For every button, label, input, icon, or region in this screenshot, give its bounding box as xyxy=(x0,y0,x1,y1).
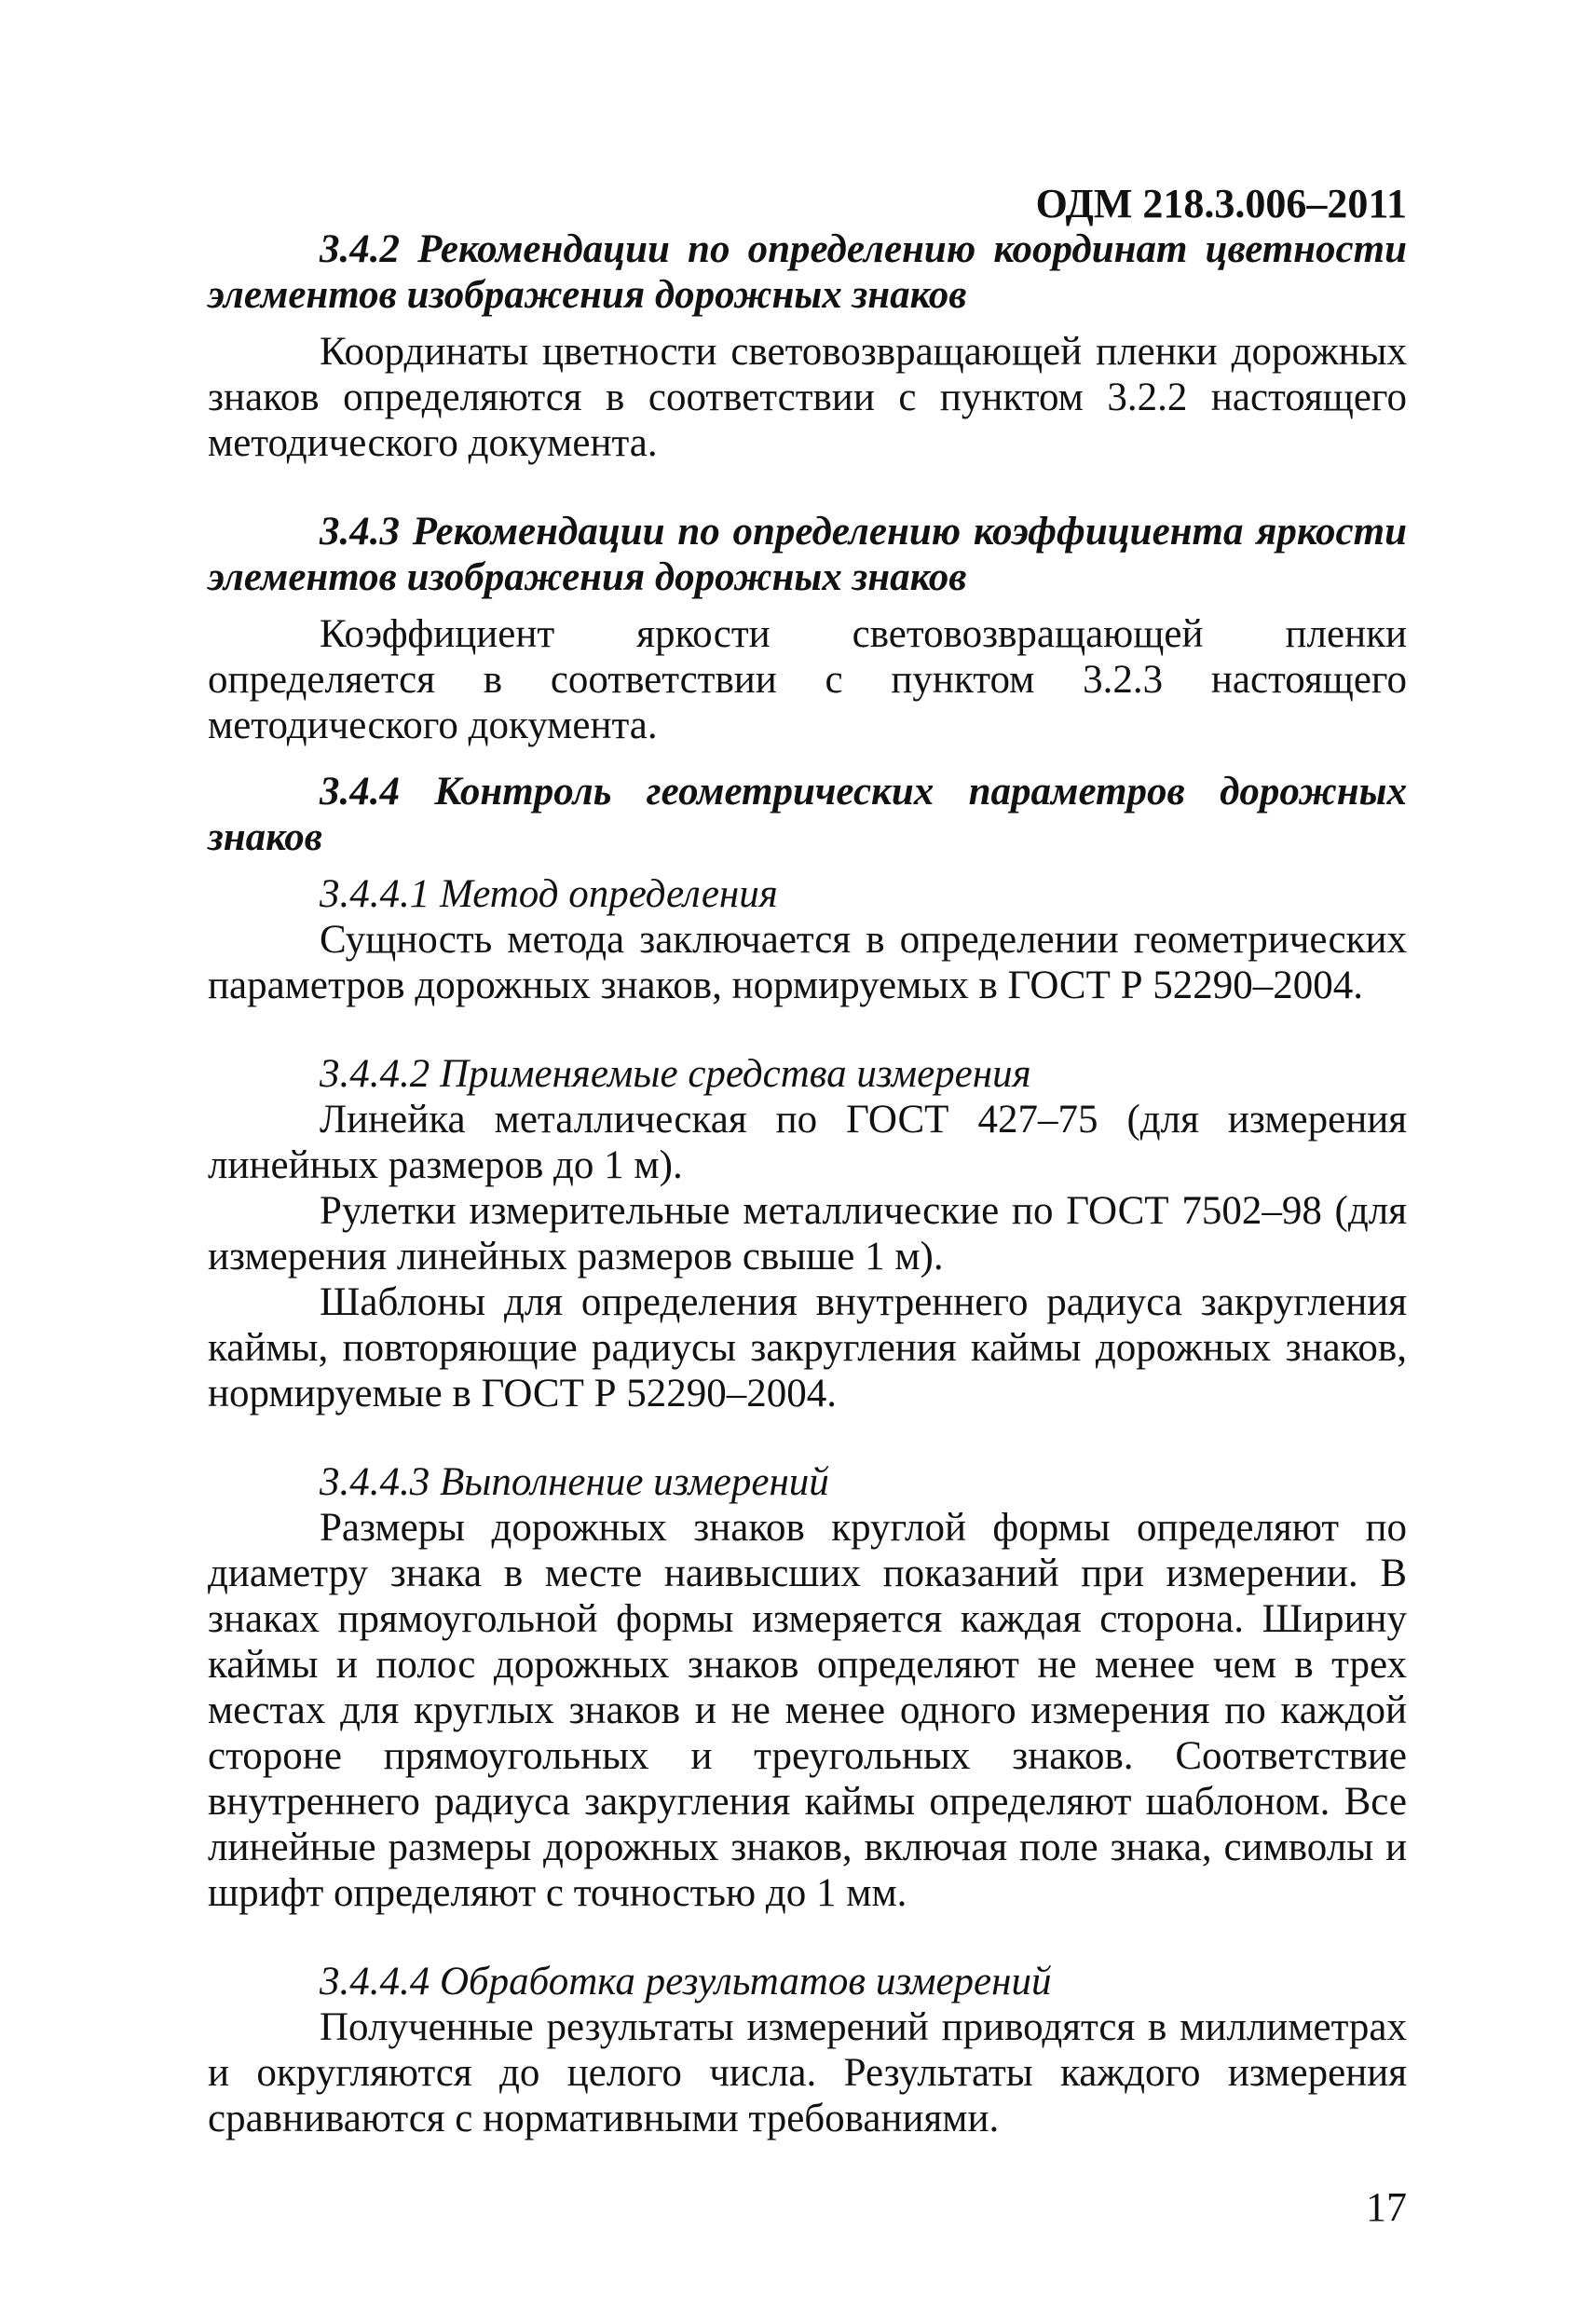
paragraph-3-4-3: Коэффициент яркости световозвращающей пленки определяется в соответствии с пунктом 3.2.3 настоящего методического документа. xyxy=(208,612,1407,747)
paragraph-3-4-4-2-c: Шаблоны для определения внутреннего радиуса закругления каймы, повторяющие радиусы закругления каймы дорожных знаков, нормируемые в ГОСТ Р 52290–2004. xyxy=(208,1280,1407,1415)
document-code: ОДМ 218.3.006–2011 xyxy=(1035,181,1407,226)
section-heading-3-4-4: 3.4.4 Контроль геометрических параметров дорожных знаков xyxy=(208,770,1407,859)
document-page xyxy=(208,182,1407,2269)
paragraph-3-4-4-4: Полученные результаты измерений приводятся в миллиметрах и округляются до целого числа. Результаты каждого измерения сравниваются с нормативными требованиями. xyxy=(208,2005,1407,2140)
paragraph-3-4-2: Координаты цветности световозвращающей пленки дорожных знаков определяются в соответствии с пунктом 3.2.2 настоящего методического документа. xyxy=(208,330,1407,465)
subsection-title-3-4-4-3: 3.4.4.3 Выполнение измерений xyxy=(320,1460,829,1504)
paragraph-3-4-4-3: Размеры дорожных знаков круглой формы определяют по диаметру знака в месте наивысших показаний при измерении. В знаках прямоугольной формы измеряется каждая сторона. Ширину каймы и полос дорожных знаков определяют не менее чем в трех местах для круглых знаков и не менее одного измерения по каждой стороне прямоугольных и треугольных знаков. Соответствие внутреннего радиуса закругления каймы определяют шаблоном. Все линейные размеры дорожных знаков, включая поле знака, символы и шрифт определяют с точностью до 1 мм. xyxy=(208,1506,1407,1915)
paragraph-3-4-4-1: Сущность метода заключается в определении геометрических параметров дорожных знаков, нормируемых в ГОСТ Р 52290–2004. xyxy=(208,918,1407,1007)
section-heading-3-4-2: 3.4.2 Рекомендации по определению координат цветности элементов изображения дорожных знаков xyxy=(208,227,1407,317)
page-number: 17 xyxy=(1366,2184,1407,2230)
paragraph-3-4-4-2-a: Линейка металлическая по ГОСТ 427–75 (для измерения линейных размеров до 1 м). xyxy=(208,1098,1407,1187)
subsection-title-3-4-4-2: 3.4.4.2 Применяемые средства измерения xyxy=(320,1052,1031,1096)
paragraph-3-4-4-2-b: Рулетки измерительные металлические по ГОСТ 7502–98 (для измерения линейных размеров свыше 1 м). xyxy=(208,1189,1407,1279)
section-heading-3-4-3: 3.4.3 Рекомендации по определению коэффициента яркости элементов изображения дорожных знаков xyxy=(208,510,1407,599)
subsection-title-3-4-4-1: 3.4.4.1 Метод определения xyxy=(320,872,778,916)
subsection-title-3-4-4-4: 3.4.4.4 Обработка результатов измерений xyxy=(320,1960,1052,2003)
document-body xyxy=(208,226,1407,2141)
